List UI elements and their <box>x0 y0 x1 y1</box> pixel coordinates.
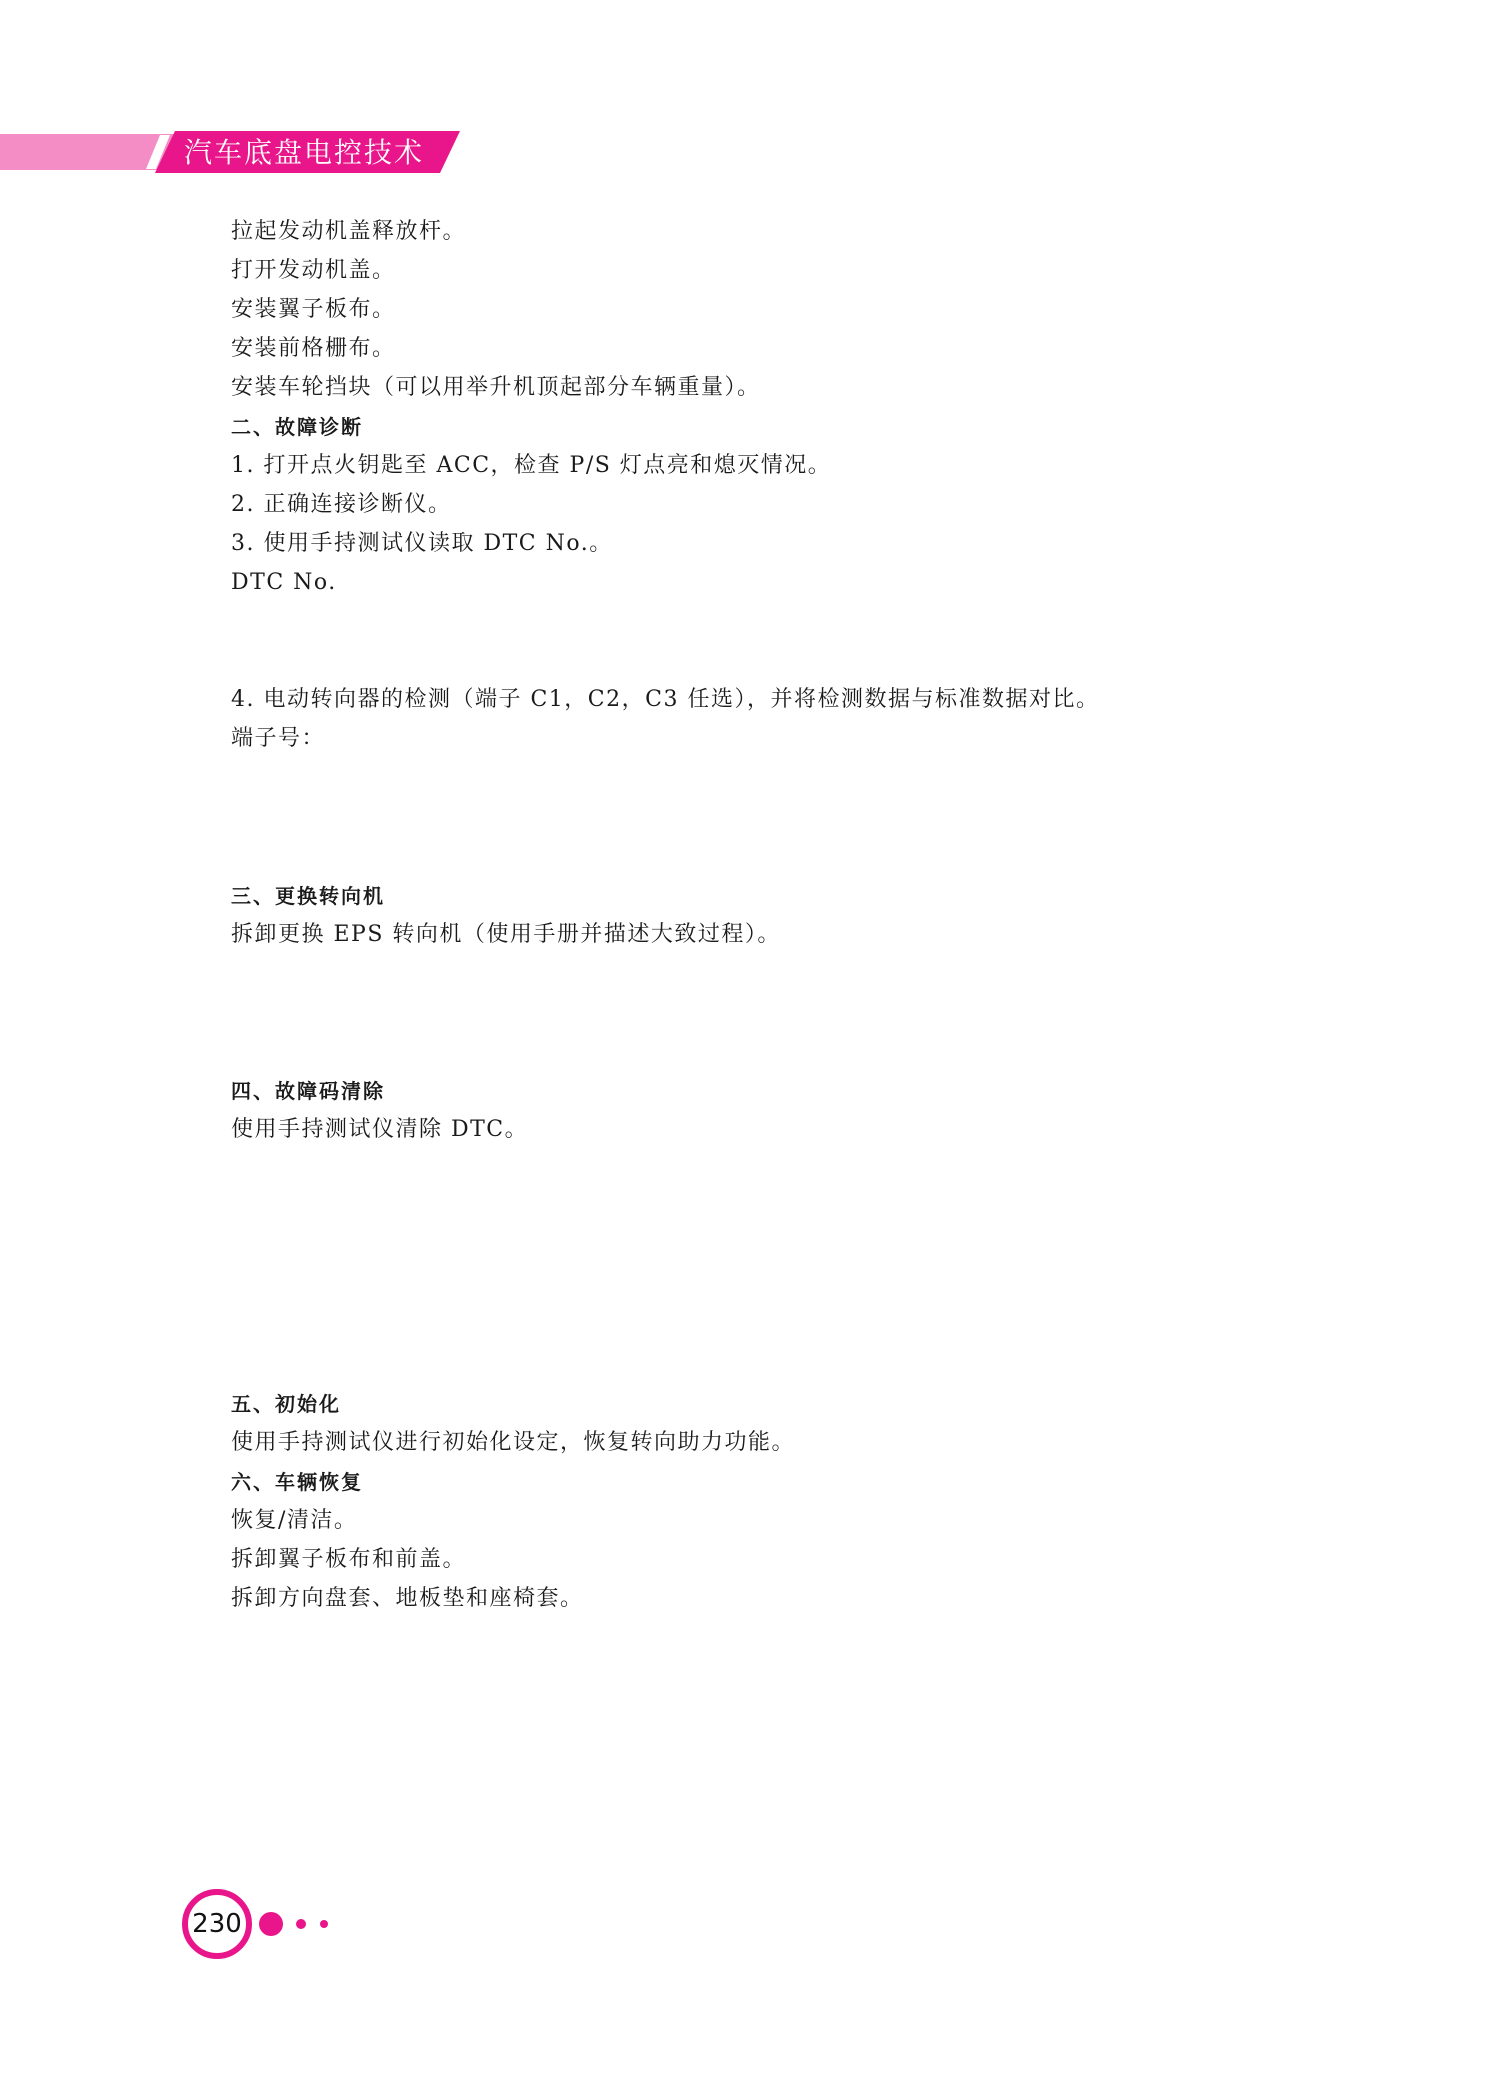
prep-line-3: 安装翼子板布。 <box>231 297 396 322</box>
prep-line-2: 打开发动机盖。 <box>231 258 396 283</box>
section-heading-replace: 三、更换转向机 <box>231 884 385 908</box>
terminal-label: 端子号： <box>231 726 326 751</box>
section-heading-restore: 六、车辆恢复 <box>231 1470 363 1494</box>
diagnosis-step-1: 1. 打开点火钥匙至 ACC，检查 P/S 灯点亮和熄灭情况。 <box>231 453 832 478</box>
diagnosis-step-3: 3. 使用手持测试仪读取 DTC No.。 <box>231 531 613 556</box>
dtc-label: DTC No. <box>231 570 337 595</box>
prep-line-5: 安装车轮挡块（可以用举升机顶起部分车辆重量）。 <box>231 375 761 400</box>
init-text: 使用手持测试仪进行初始化设定，恢复转向助力功能。 <box>231 1430 796 1455</box>
restore-line-2: 拆卸翼子板布和前盖。 <box>231 1547 467 1572</box>
restore-line-3: 拆卸方向盘套、地板垫和座椅套。 <box>231 1586 584 1611</box>
clear-text: 使用手持测试仪清除 DTC。 <box>231 1117 529 1142</box>
section-heading-diagnosis: 二、故障诊断 <box>231 415 363 439</box>
book-title: 汽车底盘电控技术 <box>184 136 425 169</box>
prep-line-1: 拉起发动机盖释放杆。 <box>231 219 467 244</box>
replace-text: 拆卸更换 EPS 转向机（使用手册并描述大致过程）。 <box>231 922 781 947</box>
restore-line-1: 恢复/清洁。 <box>231 1508 358 1533</box>
prep-line-4: 安装前格栅布。 <box>231 336 396 361</box>
page-dots-decoration <box>258 1908 338 1940</box>
diagnosis-step-2: 2. 正确连接诊断仪。 <box>231 492 452 517</box>
section-heading-init: 五、初始化 <box>231 1392 341 1416</box>
section-heading-clear: 四、故障码清除 <box>231 1079 385 1103</box>
page-number: 230 <box>192 1909 242 1939</box>
diagnosis-step-4: 4. 电动转向器的检测（端子 C1，C2，C3 任选），并将检测数据与标准数据对比。 <box>231 687 1100 712</box>
